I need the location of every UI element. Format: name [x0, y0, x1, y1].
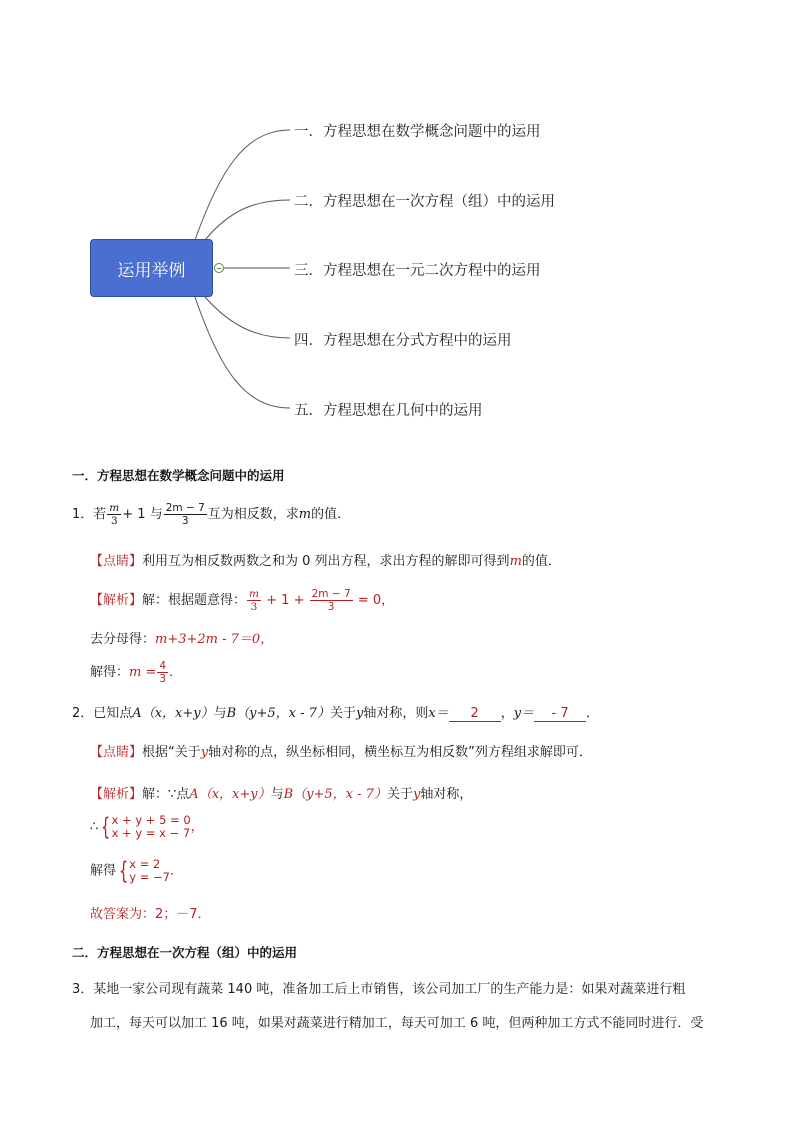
q1-variable: m [298, 507, 312, 522]
q3-line-1: 某地一家公司现有蔬菜 140 吨，准备加工后上市销售，该公司加工厂的生产能力是：如果对蔬菜进行粗 [93, 982, 686, 997]
q2-comma: ， [500, 706, 514, 721]
mindmap-root-label: 运用举例 [117, 260, 186, 281]
mindmap-branch-2[interactable]: 二．方程思想在一次方程（组）中的运用 [294, 194, 555, 210]
q1-text-end: 的值． [311, 507, 351, 522]
q2-answer: 故答案为：2；－7． [90, 907, 211, 922]
q1-solution-intro: 解：根据题意得： [142, 593, 247, 608]
tip-tag: 【点睛】 [90, 554, 143, 569]
mindmap-branch-4[interactable]: 四．方程思想在分式方程中的运用 [294, 333, 512, 349]
q2-solution-text-b: 关于 [386, 787, 413, 802]
point-a-label: A [189, 787, 199, 802]
solution-fraction-2: $\frac{2m - 7}{3}$ [311, 588, 351, 613]
point-b-label: B [283, 787, 294, 802]
equation-row: y = −7 [129, 870, 171, 884]
solution-tag: 【解析】 [90, 787, 143, 802]
axis-variable: y [412, 787, 421, 802]
question-3 [72, 978, 685, 997]
q2-solution [90, 783, 472, 802]
question-number: 2． [72, 706, 94, 721]
solution-fraction-1: $\frac{m}{3}$ [249, 588, 259, 613]
q2-tip [90, 741, 592, 760]
solution-equals: = 0， [357, 593, 395, 608]
question-number: 1． [72, 507, 94, 522]
equation-system: { x + y + 5 = 0 x + y = x − 7 [101, 813, 191, 841]
q1-tip-variable: m [509, 554, 522, 569]
step-label: 解得： [90, 665, 130, 680]
q2-text: 已知点 [93, 706, 133, 721]
q1-step-3 [90, 660, 182, 685]
branch-connector-1 [195, 130, 290, 240]
solution-plus: + 1 + [266, 593, 305, 608]
q2-solution-with: 与 [270, 787, 284, 802]
q2-tip-text-end: 轴对称的点，纵坐标相同，横坐标互为相反数”列方程组求解即可． [208, 745, 592, 760]
point-a-coords: （x，x+y） [198, 787, 271, 802]
q3-line-2: 加工，每天可以加工 16 吨，如果对蔬菜进行精加工，每天可加工 6 吨，但两种加工方式不能同时进行．受 [90, 1016, 704, 1031]
mindmap-branch-5[interactable]: 五．方程思想在几何中的运用 [294, 403, 483, 419]
question-2 [72, 702, 599, 722]
branch-connector-4 [205, 297, 290, 338]
q1-solution [90, 588, 394, 613]
equation-row: x + y = x − 7 [111, 826, 191, 840]
q2-period: ． [586, 706, 600, 721]
equation-row: x = 2 [129, 857, 161, 871]
solve-label: 解得 [90, 863, 117, 879]
result-end: ． [169, 665, 183, 680]
question-1 [72, 502, 350, 527]
point-b-coords: （y+5，x - 7） [293, 787, 387, 802]
point-b-coords: （y+5，x - 7） [236, 706, 330, 721]
point-a-coords: （x，x+y） [141, 706, 214, 721]
answer-blank-x[interactable]: 2 [449, 706, 501, 722]
branch-connector-5 [195, 297, 290, 408]
q1-text-mid: 与 [149, 507, 163, 522]
step-label: 去分母得： [90, 632, 156, 647]
q2-tip-variable: y [200, 745, 209, 760]
q1-plus-one: + 1 [122, 507, 146, 522]
mindmap-root-node[interactable] [90, 239, 213, 297]
equation-row: x + y + 5 = 0 [111, 813, 191, 827]
section-2-title: 二．方程思想在一次方程（组）中的运用 [72, 945, 298, 960]
q2-text-c: 轴对称，则 [363, 706, 429, 721]
q2-system-1 [90, 814, 204, 840]
system-tail: ． [170, 863, 184, 879]
q2-system-2 [90, 858, 183, 884]
section-1-title: 一．方程思想在数学概念问题中的运用 [72, 468, 285, 483]
collapse-toggle-icon[interactable] [214, 263, 224, 273]
q1-step-2 [90, 628, 273, 647]
answer-blank-y[interactable]: - 7 [534, 706, 586, 722]
q1-tip-text-end: 的值． [521, 554, 561, 569]
result-variable: m = [129, 665, 157, 680]
mindmap-branch-3[interactable]: 三．方程思想在一元二次方程中的运用 [294, 263, 541, 279]
therefore-symbol: ∴ [90, 819, 99, 835]
axis-variable: y [355, 706, 364, 721]
q2-solution-text: 解：∵点 [142, 787, 190, 802]
point-b-label: B [226, 706, 237, 721]
solution-system: { x = 2 y = −7 [119, 857, 171, 885]
point-a-label: A [132, 706, 142, 721]
x-equals: x＝ [428, 706, 449, 721]
result-fraction: $\frac{4}{3}$ [159, 660, 167, 685]
fraction-2m-7-over-3: $\frac{2m - 7}{3}$ [165, 502, 205, 527]
y-equals: y＝ [513, 706, 535, 721]
mindmap-connectors [0, 0, 793, 440]
branch-connector-2 [205, 200, 290, 240]
q1-text-post: 互为相反数，求 [207, 507, 299, 522]
q2-solution-text-c: 轴对称， [420, 787, 473, 802]
solution-tag: 【解析】 [90, 593, 143, 608]
question-number: 3． [72, 982, 94, 997]
q2-tip-text: 根据“关于 [142, 745, 201, 760]
q1-tip [90, 550, 561, 569]
fraction-m-over-3: $\frac{m}{3}$ [109, 502, 120, 527]
q1-text-pre: 若 [93, 507, 107, 522]
mindmap-branch-1[interactable]: 一．方程思想在数学概念问题中的运用 [294, 124, 541, 140]
q2-text-b: 关于 [329, 706, 356, 721]
tip-tag: 【点睛】 [90, 745, 143, 760]
system-tail: ， [190, 819, 204, 835]
q2-with: 与 [213, 706, 227, 721]
step-expression: m+3+2m - 7＝0， [155, 632, 274, 647]
q1-tip-text: 利用互为相反数两数之和为 0 列出方程，求出方程的解即可得到 [142, 554, 510, 569]
